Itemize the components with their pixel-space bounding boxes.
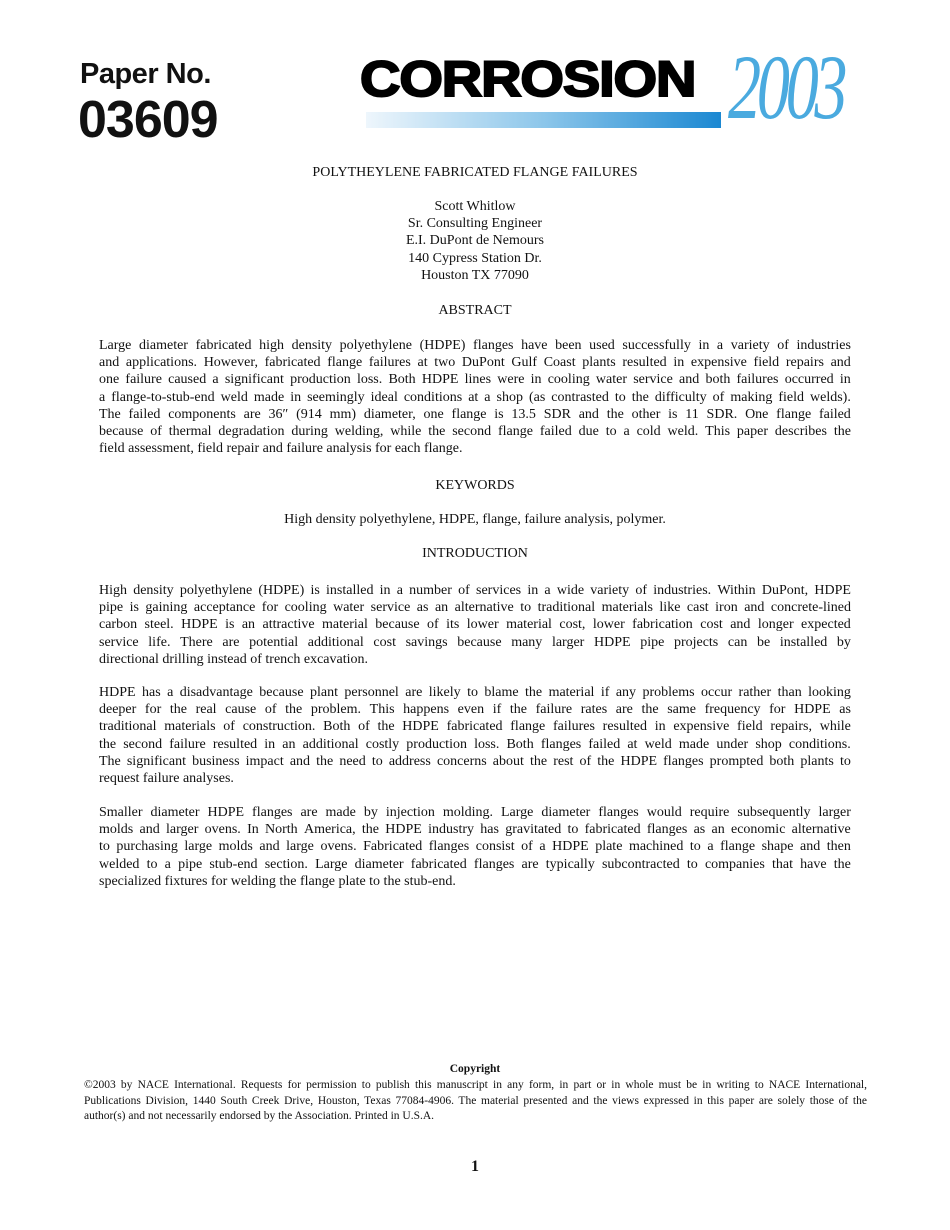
- abstract-paragraph: [99, 337, 851, 457]
- author-company: E.I. DuPont de Nemours: [405, 233, 545, 249]
- logo-word: CORROSION: [360, 51, 696, 107]
- paper-title: POLYTHEYLENE FABRICATED FLANGE FAILURES: [312, 165, 638, 180]
- logo-gradient-bar: [366, 112, 721, 128]
- author-title: Sr. Consulting Engineer: [407, 216, 543, 232]
- text-line: The significant business impact and the need to address concerns about the rest of the HDPE flanges prompted both plants to: [99, 753, 851, 769]
- intro-paragraph-1: [99, 582, 851, 668]
- author-street: 140 Cypress Station Dr.: [408, 250, 542, 266]
- text-line: and applications. However, fabricated flange failures at two DuPont Gulf Coast plants resulted in expensive field repairs and: [99, 355, 851, 371]
- keywords-heading: KEYWORDS: [435, 478, 515, 493]
- copyright-text: ©2003 by NACE International. Requests for permission to publish this manuscript in any form, in part or in whole must be in writing to NACE International, Publications Division, 1440 South Creek Drive, Houston, Texas 77084-4906. The material presented and the views expressed in this paper are solely those of the author(s) and not necessarily endorsed by the Association. Printed in U.S.A.: [84, 1079, 867, 1122]
- abstract-heading: ABSTRACT: [438, 303, 512, 318]
- text-line: High density polyethylene (HDPE) is installed in a number of services in a wide variety of industries. Within DuPont, HDPE: [99, 583, 851, 598]
- text-line: molds and larger ovens. In North America, the HDPE industry has gravitated to fabricated flanges as an economic alternative: [99, 822, 851, 838]
- author-block: [0, 198, 950, 284]
- text-line: field assessment, field repair and failure analysis for each flange.: [99, 441, 463, 457]
- text-line: Smaller diameter HDPE flanges are made by injection molding. Large diameter flanges would require subsequently larger: [99, 805, 851, 820]
- text-line: Large diameter fabricated high density polyethylene (HDPE) flanges have been used successfully in a variety of industries: [99, 338, 851, 353]
- text-line: The failed components are 36″ (914 mm) diameter, one flange is 13.5 SDR and the other is 11 SDR. One flange failed: [99, 406, 851, 422]
- copyright-heading: Copyright: [449, 1063, 501, 1075]
- text-line: to purchasing large molds and large ovens. Fabricated flanges consist of a HDPE plate machined to a flange shape and then: [99, 839, 851, 855]
- text-line: welded to a pipe stub-end section. Large diameter fabricated flanges are typically subcontracted to companies that have the: [99, 856, 851, 872]
- text-line: a flange-to-stub-end weld made in seemingly ideal conditions at a shop (as contrasted to the difficulty of making field welds).: [99, 389, 851, 405]
- text-line: the second failure resulted in an additional costly production loss. Both flanges failed at weld made under shop conditions.: [99, 736, 851, 752]
- text-line: pipe is gaining acceptance for cooling water service as an alternative to traditional materials like cast iron and concrete-lined: [99, 600, 851, 616]
- keywords-text: High density polyethylene, HDPE, flange, failure analysis, polymer.: [284, 512, 666, 527]
- page-number: 1: [471, 1158, 479, 1175]
- author-name: Scott Whitlow: [434, 199, 516, 214]
- text-line: specialized fixtures for welding the flange plate to the stub-end.: [99, 873, 456, 889]
- intro-paragraph-2: [99, 684, 851, 787]
- introduction-heading: INTRODUCTION: [422, 546, 528, 561]
- intro-paragraph-3: [99, 804, 851, 890]
- paper-label: Paper No.: [80, 58, 211, 90]
- corrosion-2003-logo: [360, 36, 880, 138]
- logo-year: 2003: [728, 36, 844, 138]
- text-line: traditional materials of construction. Both of the HDPE fabricated flange failures resulted in expensive field repairs, while: [99, 719, 851, 735]
- text-line: HDPE has a disadvantage because plant personnel are likely to blame the material if any problems occur rather than looking: [99, 685, 851, 700]
- author-city: Houston TX 77090: [421, 267, 529, 283]
- text-line: because of thermal degradation during welding, while the second flange failed due to a cold weld. This paper describes the: [99, 424, 851, 440]
- text-line: directional drilling instead of trench excavation.: [99, 651, 369, 667]
- text-line: deeper for the real cause of the problem. This happens even if the failure rates are the same frequency for HDPE as: [99, 702, 851, 718]
- text-line: service life. There are potential additional cost savings because many larger HDPE pipe projects can be installed by: [99, 634, 851, 650]
- text-line: one failure caused a significant production loss. Both HDPE lines were in cooling water service and both failures occurred in: [99, 372, 851, 388]
- text-line: carbon steel. HDPE is an attractive material because of its lower material cost, lower fabrication cost and longer expected: [99, 617, 851, 633]
- paper-number: 03609: [78, 91, 218, 149]
- text-line: request failure analyses.: [99, 771, 234, 787]
